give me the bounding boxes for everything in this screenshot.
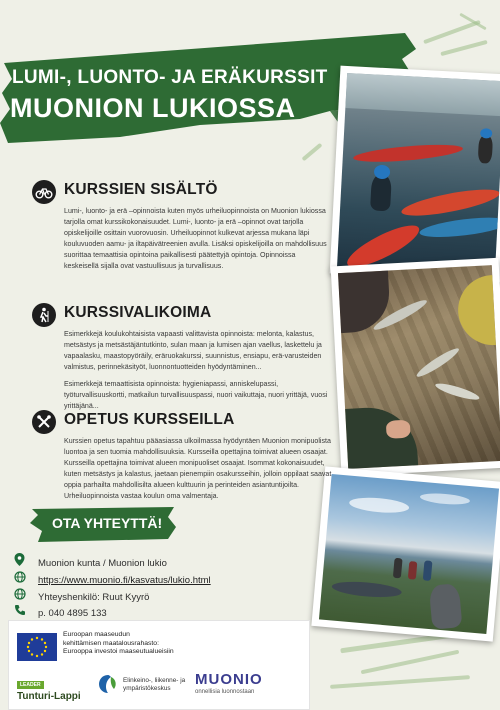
logos-box	[8, 620, 310, 710]
muonio-tagline: onnellisia luonnostaan	[195, 689, 255, 695]
ely-logo-icon	[97, 673, 119, 695]
lake-boat-photo	[311, 466, 500, 641]
leader-logo	[17, 673, 81, 702]
phone-icon	[14, 604, 30, 619]
section-text: Esimerkkejä koulukohtaisista vapaasti valittavista opinnoista: melonta, kalastus, metsästys ja metsästäjäntutkinto, sulan maan ja lumisen ajan vaellus, laskettelu ja vapaalasku, maastopyöräily, eräruokakurssi, suunnistus, ensiapu, erä-varusteiden valmistus, perinnekäsityöt, luonnontuotteiden hyödyntäminen...	[64, 330, 322, 371]
section-opetus-kursseilla	[32, 410, 332, 505]
eu-flag-logo	[17, 633, 57, 661]
tools-icon	[32, 410, 56, 434]
contact-person: Yhteyshenkilö: Ruut Kyyrö	[38, 592, 150, 603]
fishing-photo	[331, 258, 500, 477]
eu-text-3: Eurooppa investoi maaseutualueisiin	[63, 648, 174, 656]
ely-text-2: ympäristökeskus	[123, 685, 171, 692]
contact-url-row	[14, 571, 211, 586]
contact-phone-row	[14, 604, 107, 619]
title-line-2: MUONION LUKIOSSA	[10, 93, 296, 123]
hiker-icon	[32, 303, 56, 327]
contact-phone: p. 040 4895 133	[38, 608, 107, 619]
section-heading: OPETUS KURSSEILLA	[64, 411, 235, 428]
section-kurssien-sisalto	[32, 180, 327, 300]
eu-text-2: kehittämisen maatalousrahasto:	[63, 639, 159, 647]
section-heading: KURSSIVALIKOIMA	[64, 304, 212, 321]
bicycle-icon	[32, 180, 56, 204]
section-kurssivalikoima	[32, 303, 328, 413]
contact-person-row	[14, 588, 149, 603]
contact-org-row	[14, 553, 167, 569]
eu-text-1: Euroopan maaseudun	[63, 631, 130, 638]
section-text: Lumi-, luonto- ja erä –opinnoista kuten myös urheiluopinnoista on Muonion lukiossa tarjolla omat kurssikokonaisuudet. Lumi-, luonto- ja erä –opinnot ovat tarjolla opiskelijoille osittain vuorovuosin. Urheiluopinnot kulkevat arjessa mukana läpi kouluvuoden aamu- ja iltapäivätreenien avulla. Lisäksi opiskelijoilla on mahdollisuus suorittaa temaattisia opintoina paikallisesti päätettyjä opintoja. Opinnoissa keskeisellä sijalla ovat vastuullisuus ja turvallisuus.	[64, 207, 327, 270]
ely-text-1: Elinkeino-, liikenne- ja	[123, 677, 186, 684]
title-line-1: LUMI-, LUONTO- JA ERÄKURSSIT	[12, 67, 328, 88]
section-text-2: Esimerkkejä temaattisista opinnoista: hygieniapassi, anniskelupassi, työturvallisuuskortti, matkailun turvallisuuspassi, nuori vaikuttaja, nuori yrittäjä, vuosi yrittäjänä...	[64, 380, 328, 410]
leader-name: Tunturi-Lappi	[17, 691, 81, 702]
contact-org: Muonion kunta / Muonion lukio	[38, 558, 167, 569]
globe-icon	[14, 571, 30, 586]
leader-small: LEADER	[17, 681, 44, 689]
section-heading: KURSSIEN SISÄLTÖ	[64, 181, 218, 198]
globe-icon	[14, 588, 30, 603]
contact-title: OTA YHTEYTTÄ!	[52, 515, 163, 531]
section-text: Kurssien opetus tapahtuu pääasiassa ulkoilmassa hyödyntäen Muonion monipuolista luontoa ja sen tuomia mahdollisuuksia. Kursseilla opettajina toimivat alueen osaajat. Kursseilla opettajina toimivat alueen monipuoliset osaajat. Isommat kokonaisuudet, kuten metsästys ja kalastus, jaetaan pienempiin osakursseihin, jolloin oppilaat saavat oppia parhailta mahdollisilta alueen kulttuurin ja perinteiden asiantuntijoilta. Urheiluopinnoista vastaa koulun oma valmentaja.	[64, 437, 332, 500]
website-link[interactable]: https://www.muonio.fi/kasvatus/lukio.html	[38, 575, 211, 586]
location-pin-icon	[14, 553, 30, 569]
muonio-logo	[195, 671, 263, 695]
kayaking-photo	[330, 66, 500, 283]
muonio-wordmark: MUONIO	[195, 671, 263, 688]
